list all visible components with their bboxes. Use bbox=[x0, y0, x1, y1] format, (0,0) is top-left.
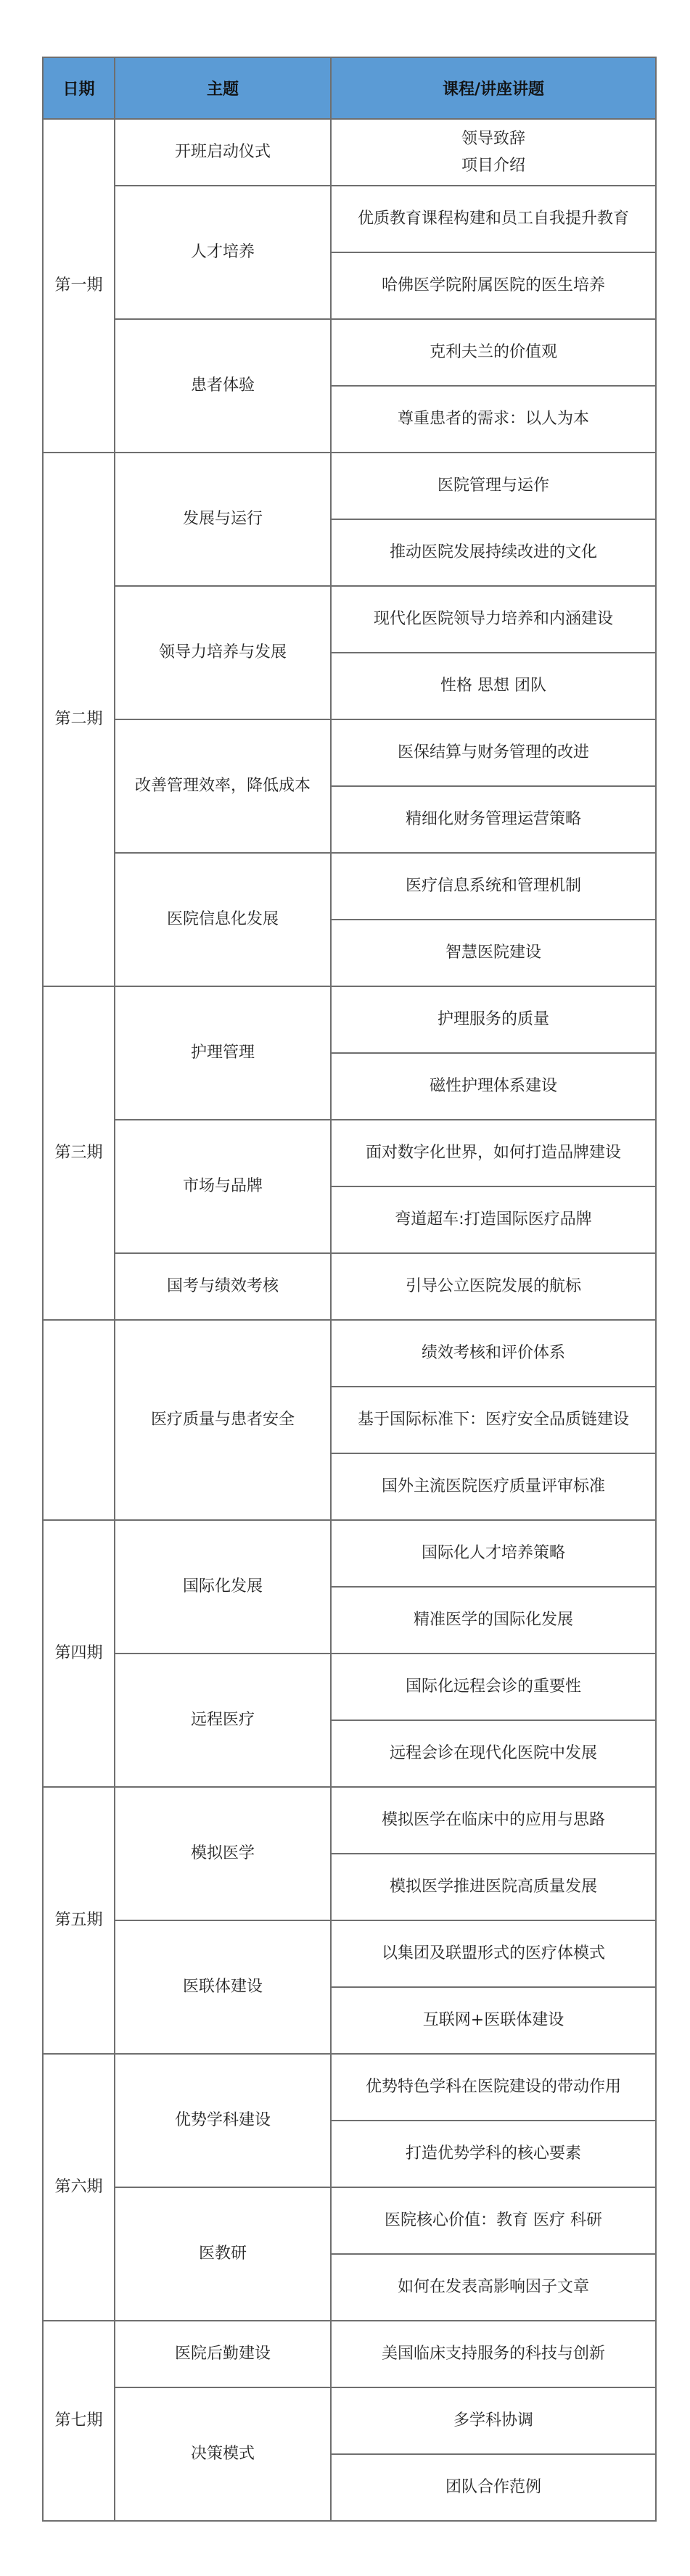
topic-cell: 市场与品牌 bbox=[115, 1120, 331, 1253]
lecture-cell: 远程会诊在现代化医院中发展 bbox=[331, 1720, 656, 1787]
table-body bbox=[43, 119, 656, 2521]
session-date-cell: 第五期 bbox=[43, 1787, 115, 2054]
topic-cell: 模拟医学 bbox=[115, 1787, 331, 1920]
table-row bbox=[43, 1120, 656, 1186]
session-date-cell: 第一期 bbox=[43, 119, 115, 453]
session-date-cell: 第六期 bbox=[43, 2054, 115, 2321]
lecture-cell: 推动医院发展持续改进的文化 bbox=[331, 519, 656, 586]
lecture-cell: 精细化财务管理运营策略 bbox=[331, 786, 656, 853]
topic-cell: 国考与绩效考核 bbox=[115, 1253, 331, 1320]
lecture-cell: 绩效考核和评价体系 bbox=[331, 1320, 656, 1387]
topic-cell: 医教研 bbox=[115, 2187, 331, 2321]
topic-cell: 开班启动仪式 bbox=[115, 119, 331, 186]
lecture-cell: 引导公立医院发展的航标 bbox=[331, 1253, 656, 1320]
session-date-cell: 第四期 bbox=[43, 1520, 115, 1787]
lecture-cell: 国际化人才培养策略 bbox=[331, 1520, 656, 1587]
lecture-cell: 精准医学的国际化发展 bbox=[331, 1587, 656, 1654]
topic-cell: 领导力培养与发展 bbox=[115, 586, 331, 719]
table-row bbox=[43, 1520, 656, 1587]
lecture-cell: 美国临床支持服务的科技与创新 bbox=[331, 2321, 656, 2387]
lecture-cell: 国外主流医院医疗质量评审标准 bbox=[331, 1453, 656, 1520]
header-date: 日期 bbox=[43, 57, 115, 119]
lecture-cell: 克利夫兰的价值观 bbox=[331, 319, 656, 386]
table-row bbox=[43, 2054, 656, 2121]
table-row bbox=[43, 453, 656, 519]
lecture-cell: 现代化医院领导力培养和内涵建设 bbox=[331, 586, 656, 653]
lecture-cell: 面对数字化世界，如何打造品牌建设 bbox=[331, 1120, 656, 1186]
topic-cell: 患者体验 bbox=[115, 319, 331, 453]
lecture-cell: 尊重患者的需求：以人为本 bbox=[331, 386, 656, 453]
lecture-cell: 磁性护理体系建设 bbox=[331, 1053, 656, 1120]
topic-cell: 国际化发展 bbox=[115, 1520, 331, 1654]
table-row bbox=[43, 119, 656, 186]
topic-cell: 医院后勤建设 bbox=[115, 2321, 331, 2387]
lecture-cell: 弯道超车:打造国际医疗品牌 bbox=[331, 1186, 656, 1253]
table-row bbox=[43, 986, 656, 1053]
table-row bbox=[43, 2387, 656, 2454]
lecture-cell: 模拟医学在临床中的应用与思路 bbox=[331, 1787, 656, 1854]
table-row bbox=[43, 2321, 656, 2387]
table-row bbox=[43, 2187, 656, 2254]
table-row bbox=[43, 186, 656, 252]
header-lecture: 课程/讲座讲题 bbox=[331, 57, 656, 119]
topic-cell: 发展与运行 bbox=[115, 453, 331, 586]
table-row bbox=[43, 1654, 656, 1720]
topic-cell: 决策模式 bbox=[115, 2387, 331, 2521]
header-topic: 主题 bbox=[115, 57, 331, 119]
lecture-cell: 互联网+医联体建设 bbox=[331, 1987, 656, 2054]
topic-cell: 医联体建设 bbox=[115, 1920, 331, 2054]
session-date-cell bbox=[43, 1320, 115, 1520]
table-row bbox=[43, 1920, 656, 1987]
lecture-cell: 国际化远程会诊的重要性 bbox=[331, 1654, 656, 1720]
topic-cell: 远程医疗 bbox=[115, 1654, 331, 1787]
lecture-cell: 基于国际标准下：医疗安全品质链建设 bbox=[331, 1387, 656, 1453]
table-row bbox=[43, 1787, 656, 1854]
lecture-cell: 智慧医院建设 bbox=[331, 920, 656, 986]
lecture-cell: 如何在发表高影响因子文章 bbox=[331, 2254, 656, 2321]
topic-cell: 医院信息化发展 bbox=[115, 853, 331, 986]
lecture-cell: 优势特色学科在医院建设的带动作用 bbox=[331, 2054, 656, 2121]
topic-cell: 医疗质量与患者安全 bbox=[115, 1320, 331, 1520]
lecture-cell: 多学科协调 bbox=[331, 2387, 656, 2454]
lecture-cell: 护理服务的质量 bbox=[331, 986, 656, 1053]
lecture-cell: 医院核心价值：教育 医疗 科研 bbox=[331, 2187, 656, 2254]
topic-cell: 改善管理效率，降低成本 bbox=[115, 719, 331, 853]
lecture-cell: 模拟医学推进医院高质量发展 bbox=[331, 1854, 656, 1920]
lecture-cell: 医院管理与运作 bbox=[331, 453, 656, 519]
schedule-table bbox=[42, 57, 657, 2522]
session-date-cell: 第二期 bbox=[43, 453, 115, 986]
lecture-cell: 优质教育课程构建和员工自我提升教育 bbox=[331, 186, 656, 252]
table-row bbox=[43, 853, 656, 920]
table-row bbox=[43, 1253, 656, 1320]
table-header bbox=[43, 57, 656, 119]
schedule-table-wrapper bbox=[42, 57, 655, 2522]
lecture-cell: 以集团及联盟形式的医疗体模式 bbox=[331, 1920, 656, 1987]
topic-cell: 人才培养 bbox=[115, 186, 331, 319]
table-row bbox=[43, 1320, 656, 1387]
table-row bbox=[43, 719, 656, 786]
lecture-cell: 领导致辞 项目介绍 bbox=[331, 119, 656, 186]
topic-cell: 优势学科建设 bbox=[115, 2054, 331, 2187]
topic-cell: 护理管理 bbox=[115, 986, 331, 1120]
table-row bbox=[43, 586, 656, 653]
lecture-cell: 哈佛医学院附属医院的医生培养 bbox=[331, 252, 656, 319]
session-date-cell: 第七期 bbox=[43, 2321, 115, 2521]
lecture-cell: 打造优势学科的核心要素 bbox=[331, 2121, 656, 2187]
lecture-cell: 性格 思想 团队 bbox=[331, 653, 656, 719]
lecture-cell: 医疗信息系统和管理机制 bbox=[331, 853, 656, 920]
lecture-cell: 医保结算与财务管理的改进 bbox=[331, 719, 656, 786]
session-date-cell: 第三期 bbox=[43, 986, 115, 1320]
lecture-cell: 团队合作范例 bbox=[331, 2454, 656, 2521]
table-row bbox=[43, 319, 656, 386]
